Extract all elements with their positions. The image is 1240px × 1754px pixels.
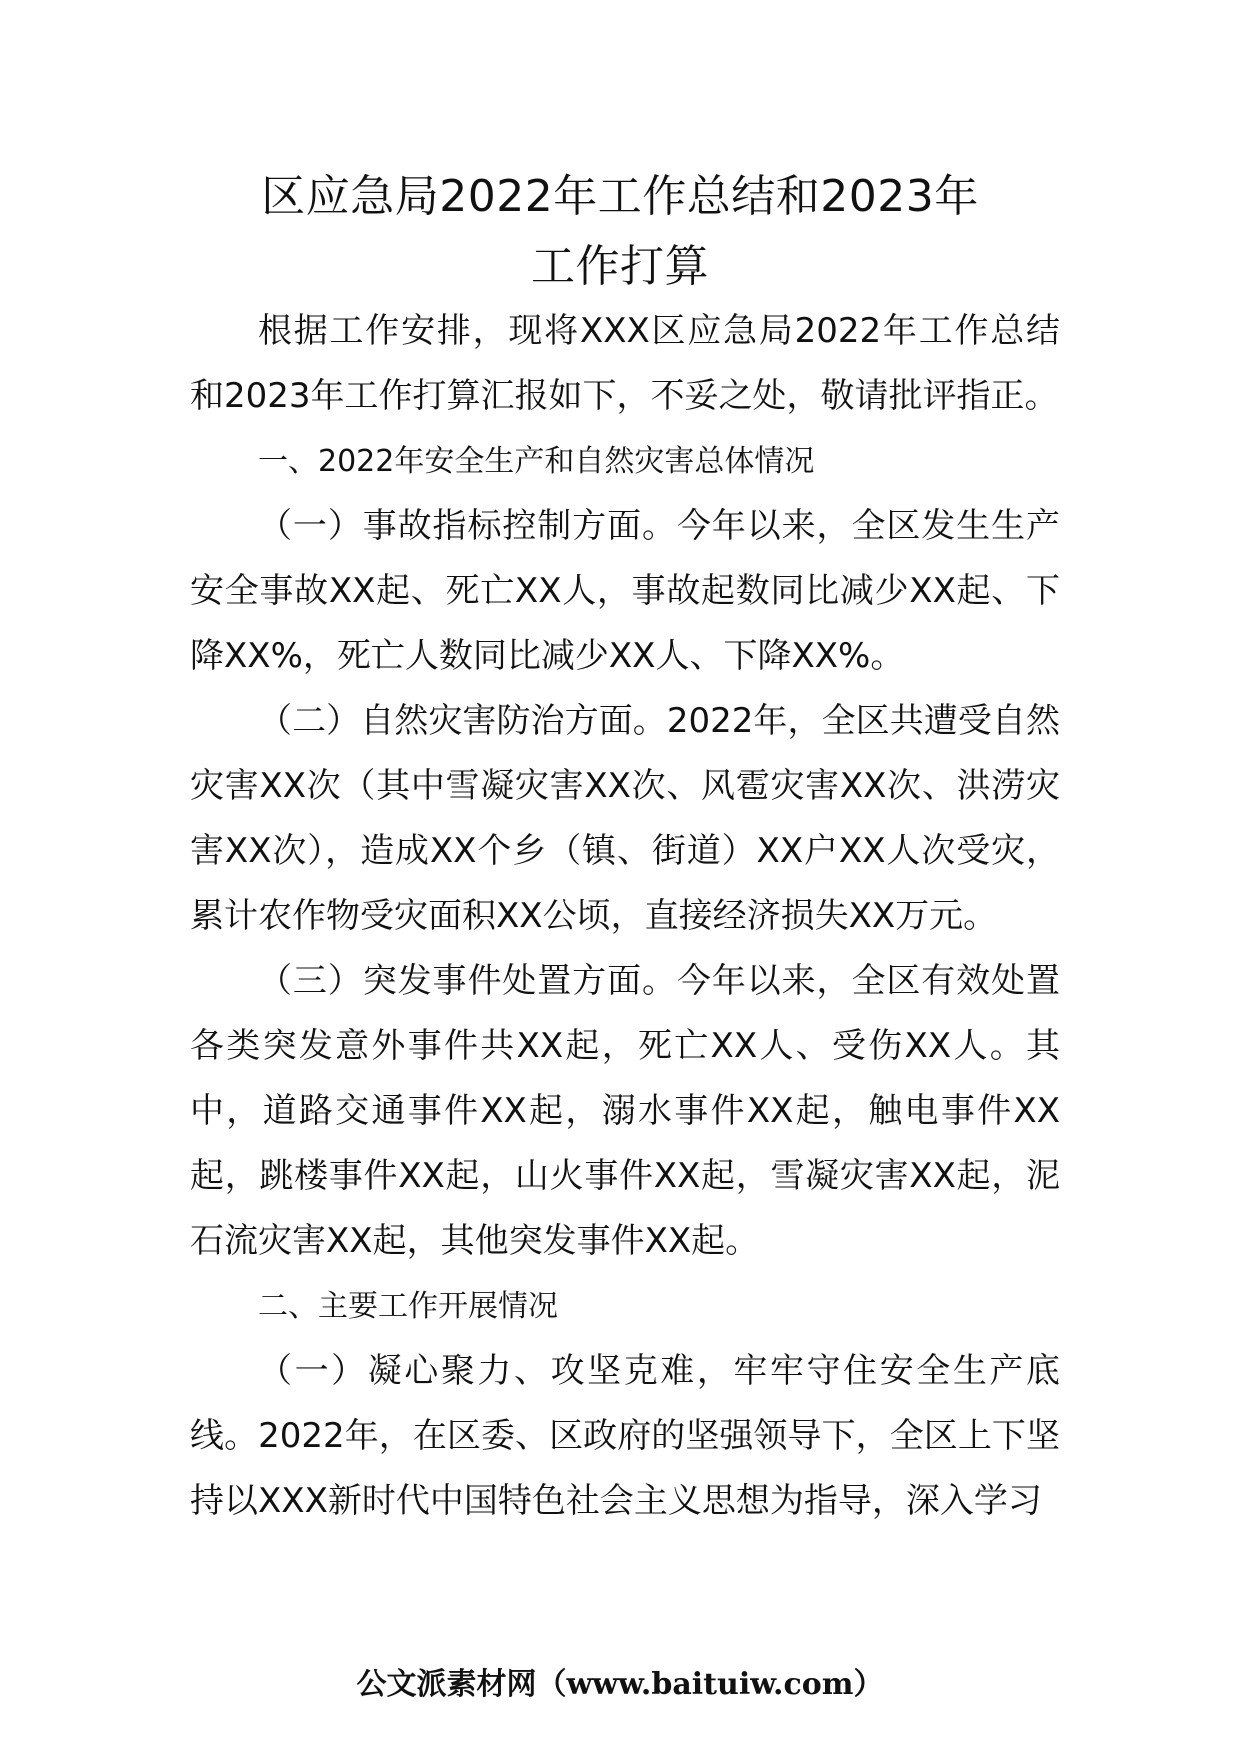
paragraph-main-work: （一）凝心聚力、攻坚克难，牢牢守住安全生产底线。2022年，在区委、区政府的坚强领导下，全区上下坚持以XXX新时代中国特色社会主义思想为指导，深入学习 (190, 1351, 1060, 1521)
paragraph-disaster-prevention: （二）自然灾害防治方面。2022年，全区共遭受自然灾害XX次（其中雪凝灾害XX次、风雹灾害XX次、洪涝灾害XX次），造成XX个乡（镇、街道）XX户XX人次受灾，累计农作物受灾面积XX公顷，直接经济损失XX万元。 (190, 701, 1060, 936)
paragraph-emergency-handling: （三）突发事件处置方面。今年以来，全区有效处置各类突发意外事件共XX起，死亡XX人、受伤XX人。其中，道路交通事件XX起，溺水事件XX起，触电事件XX起，跳楼事件XX起，山火事件XX起，雪凝灾害XX起，泥石流灾害XX起，其他突发事件XX起。 (190, 961, 1060, 1261)
intro-paragraph: 根据工作安排，现将XXX区应急局2022年工作总结和2023年工作打算汇报如下，不妥之处，敬请批评指正。 (190, 311, 1060, 416)
section-heading-2: 二、主要工作开展情况 (258, 1289, 558, 1324)
document-body (190, 299, 1060, 1534)
document-title-line2: 工作打算 (531, 241, 709, 292)
footer-watermark: 公文派素材网（www.baituiw.com） (356, 1667, 884, 1702)
document-title-line1: 区应急局2022年工作总结和2023年 (261, 171, 979, 222)
section-heading-1: 一、2022年安全生产和自然灾害总体情况 (258, 444, 815, 479)
paragraph-accident-control: （一）事故指标控制方面。今年以来，全区发生生产安全事故XX起、死亡XX人，事故起数同比减少XX起、下降XX%，死亡人数同比减少XX人、下降XX%。 (190, 506, 1060, 676)
